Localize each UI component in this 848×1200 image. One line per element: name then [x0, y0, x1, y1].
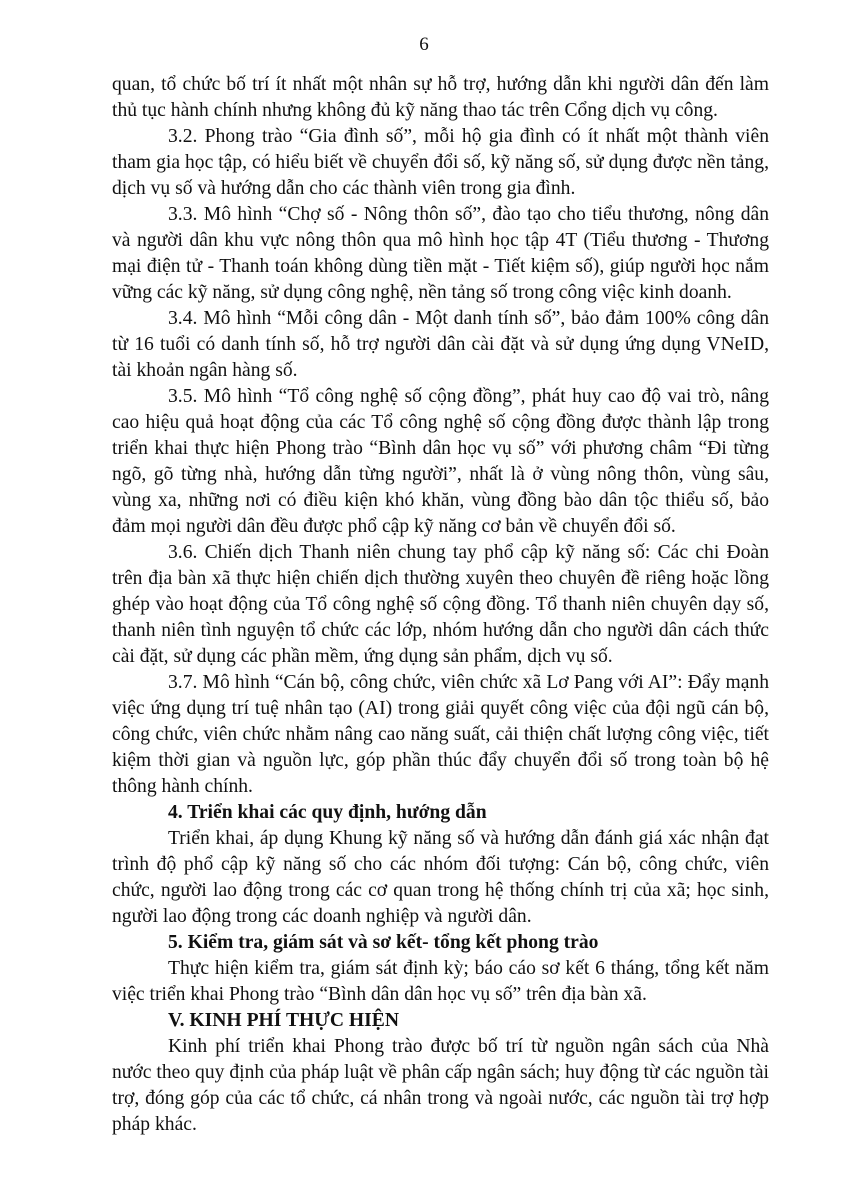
document-body — [112, 72, 769, 1138]
paragraph-3-5: 3.5. Mô hình “Tổ công nghệ số cộng đồng”, phát huy cao độ vai trò, nâng cao hiệu quả hoạt động của các Tổ công nghệ số cộng đồng được thành lập trong triển khai thực hiện Phong trào “Bình dân học vụ số” với phương châm “Đi từng ngõ, gõ từng nhà, hướng dẫn từng người”, nhất là ở vùng nông thôn, vùng sâu, vùng xa, những nơi có điều kiện khó khăn, vùng đồng bào dân tộc thiểu số, bảo đảm mọi người dân đều được phổ cập kỹ năng cơ bản về chuyển đổi số. — [112, 386, 769, 537]
heading-section-5: 5. Kiểm tra, giám sát và sơ kết- tổng kết phong trào — [168, 932, 599, 953]
heading-section-4: 4. Triển khai các quy định, hướng dẫn — [168, 802, 487, 823]
paragraph-3-7: 3.7. Mô hình “Cán bộ, công chức, viên chức xã Lơ Pang với AI”: Đẩy mạnh việc ứng dụng trí tuệ nhân tạo (AI) trong giải quyết công việc của đội ngũ cán bộ, công chức, viên chức nhằm nâng cao năng suất, cải thiện chất lượng công việc, tiết kiệm thời gian và nguồn lực, góp phần thúc đẩy chuyển đổi số trong toàn bộ hệ thông hành chính. — [112, 672, 769, 797]
paragraph-3-4: 3.4. Mô hình “Mỗi công dân - Một danh tính số”, bảo đảm 100% công dân từ 16 tuổi có danh tính số, hỗ trợ người dân cài đặt và sử dụng ứng dụng VNeID, tài khoản ngân hàng số. — [112, 308, 769, 381]
paragraph-section-v-body: Kinh phí triển khai Phong trào được bố trí từ nguồn ngân sách của Nhà nước theo quy định của pháp luật về phân cấp ngân sách; huy động từ các nguồn tài trợ, đóng góp của các tổ chức, cá nhân trong và ngoài nước, các nguồn tài trợ hợp pháp khác. — [112, 1036, 769, 1135]
paragraph-section-5-body: Thực hiện kiểm tra, giám sát định kỳ; báo cáo sơ kết 6 tháng, tổng kết năm việc triển khai Phong trào “Bình dân dân học vụ số” trên địa bàn xã. — [112, 958, 769, 1005]
paragraph-continuation: quan, tổ chức bố trí ít nhất một nhân sự hỗ trợ, hướng dẫn khi người dân đến làm thủ tục hành chính nhưng không đủ kỹ năng thao tác trên Cổng dịch vụ công. — [112, 74, 769, 121]
paragraph-section-4-body: Triển khai, áp dụng Khung kỹ năng số và hướng dẫn đánh giá xác nhận đạt trình độ phổ cập kỹ năng số cho các nhóm đối tượng: Cán bộ, công chức, viên chức, người lao động trong các cơ quan trong hệ thống chính trị của xã; học sinh, người lao động trong các doanh nghiệp và người dân. — [112, 828, 769, 927]
paragraph-3-2: 3.2. Phong trào “Gia đình số”, mỗi hộ gia đình có ít nhất một thành viên tham gia học tập, có hiểu biết về chuyển đổi số, kỹ năng số, sử dụng được nền tảng, dịch vụ số và hướng dẫn cho các thành viên trong gia đình. — [112, 126, 769, 199]
page-number: 6 — [419, 34, 429, 55]
paragraph-3-3: 3.3. Mô hình “Chợ số - Nông thôn số”, đào tạo cho tiểu thương, nông dân và người dân khu vực nông thôn qua mô hình học tập 4T (Tiểu thương - Thương mại điện tử - Thanh toán không dùng tiền mặt - Tiết kiệm số), giúp người học nắm vững các kỹ năng, sử dụng công nghệ, nền tảng số trong công việc kinh doanh. — [112, 204, 769, 303]
heading-section-v-funding: V. KINH PHÍ THỰC HIỆN — [168, 1010, 399, 1031]
paragraph-3-6: 3.6. Chiến dịch Thanh niên chung tay phổ cập kỹ năng số: Các chi Đoàn trên địa bàn xã thực hiện chiến dịch thường xuyên theo chuyên đề riêng hoặc lồng ghép vào hoạt động của Tổ công nghệ số cộng đồng. Tổ thanh niên chuyên dạy số, thanh niên tình nguyện tổ chức các lớp, nhóm hướng dẫn cho người dân cách thức cài đặt, sử dụng các phần mềm, ứng dụng sản phẩm, dịch vụ số. — [112, 542, 769, 667]
